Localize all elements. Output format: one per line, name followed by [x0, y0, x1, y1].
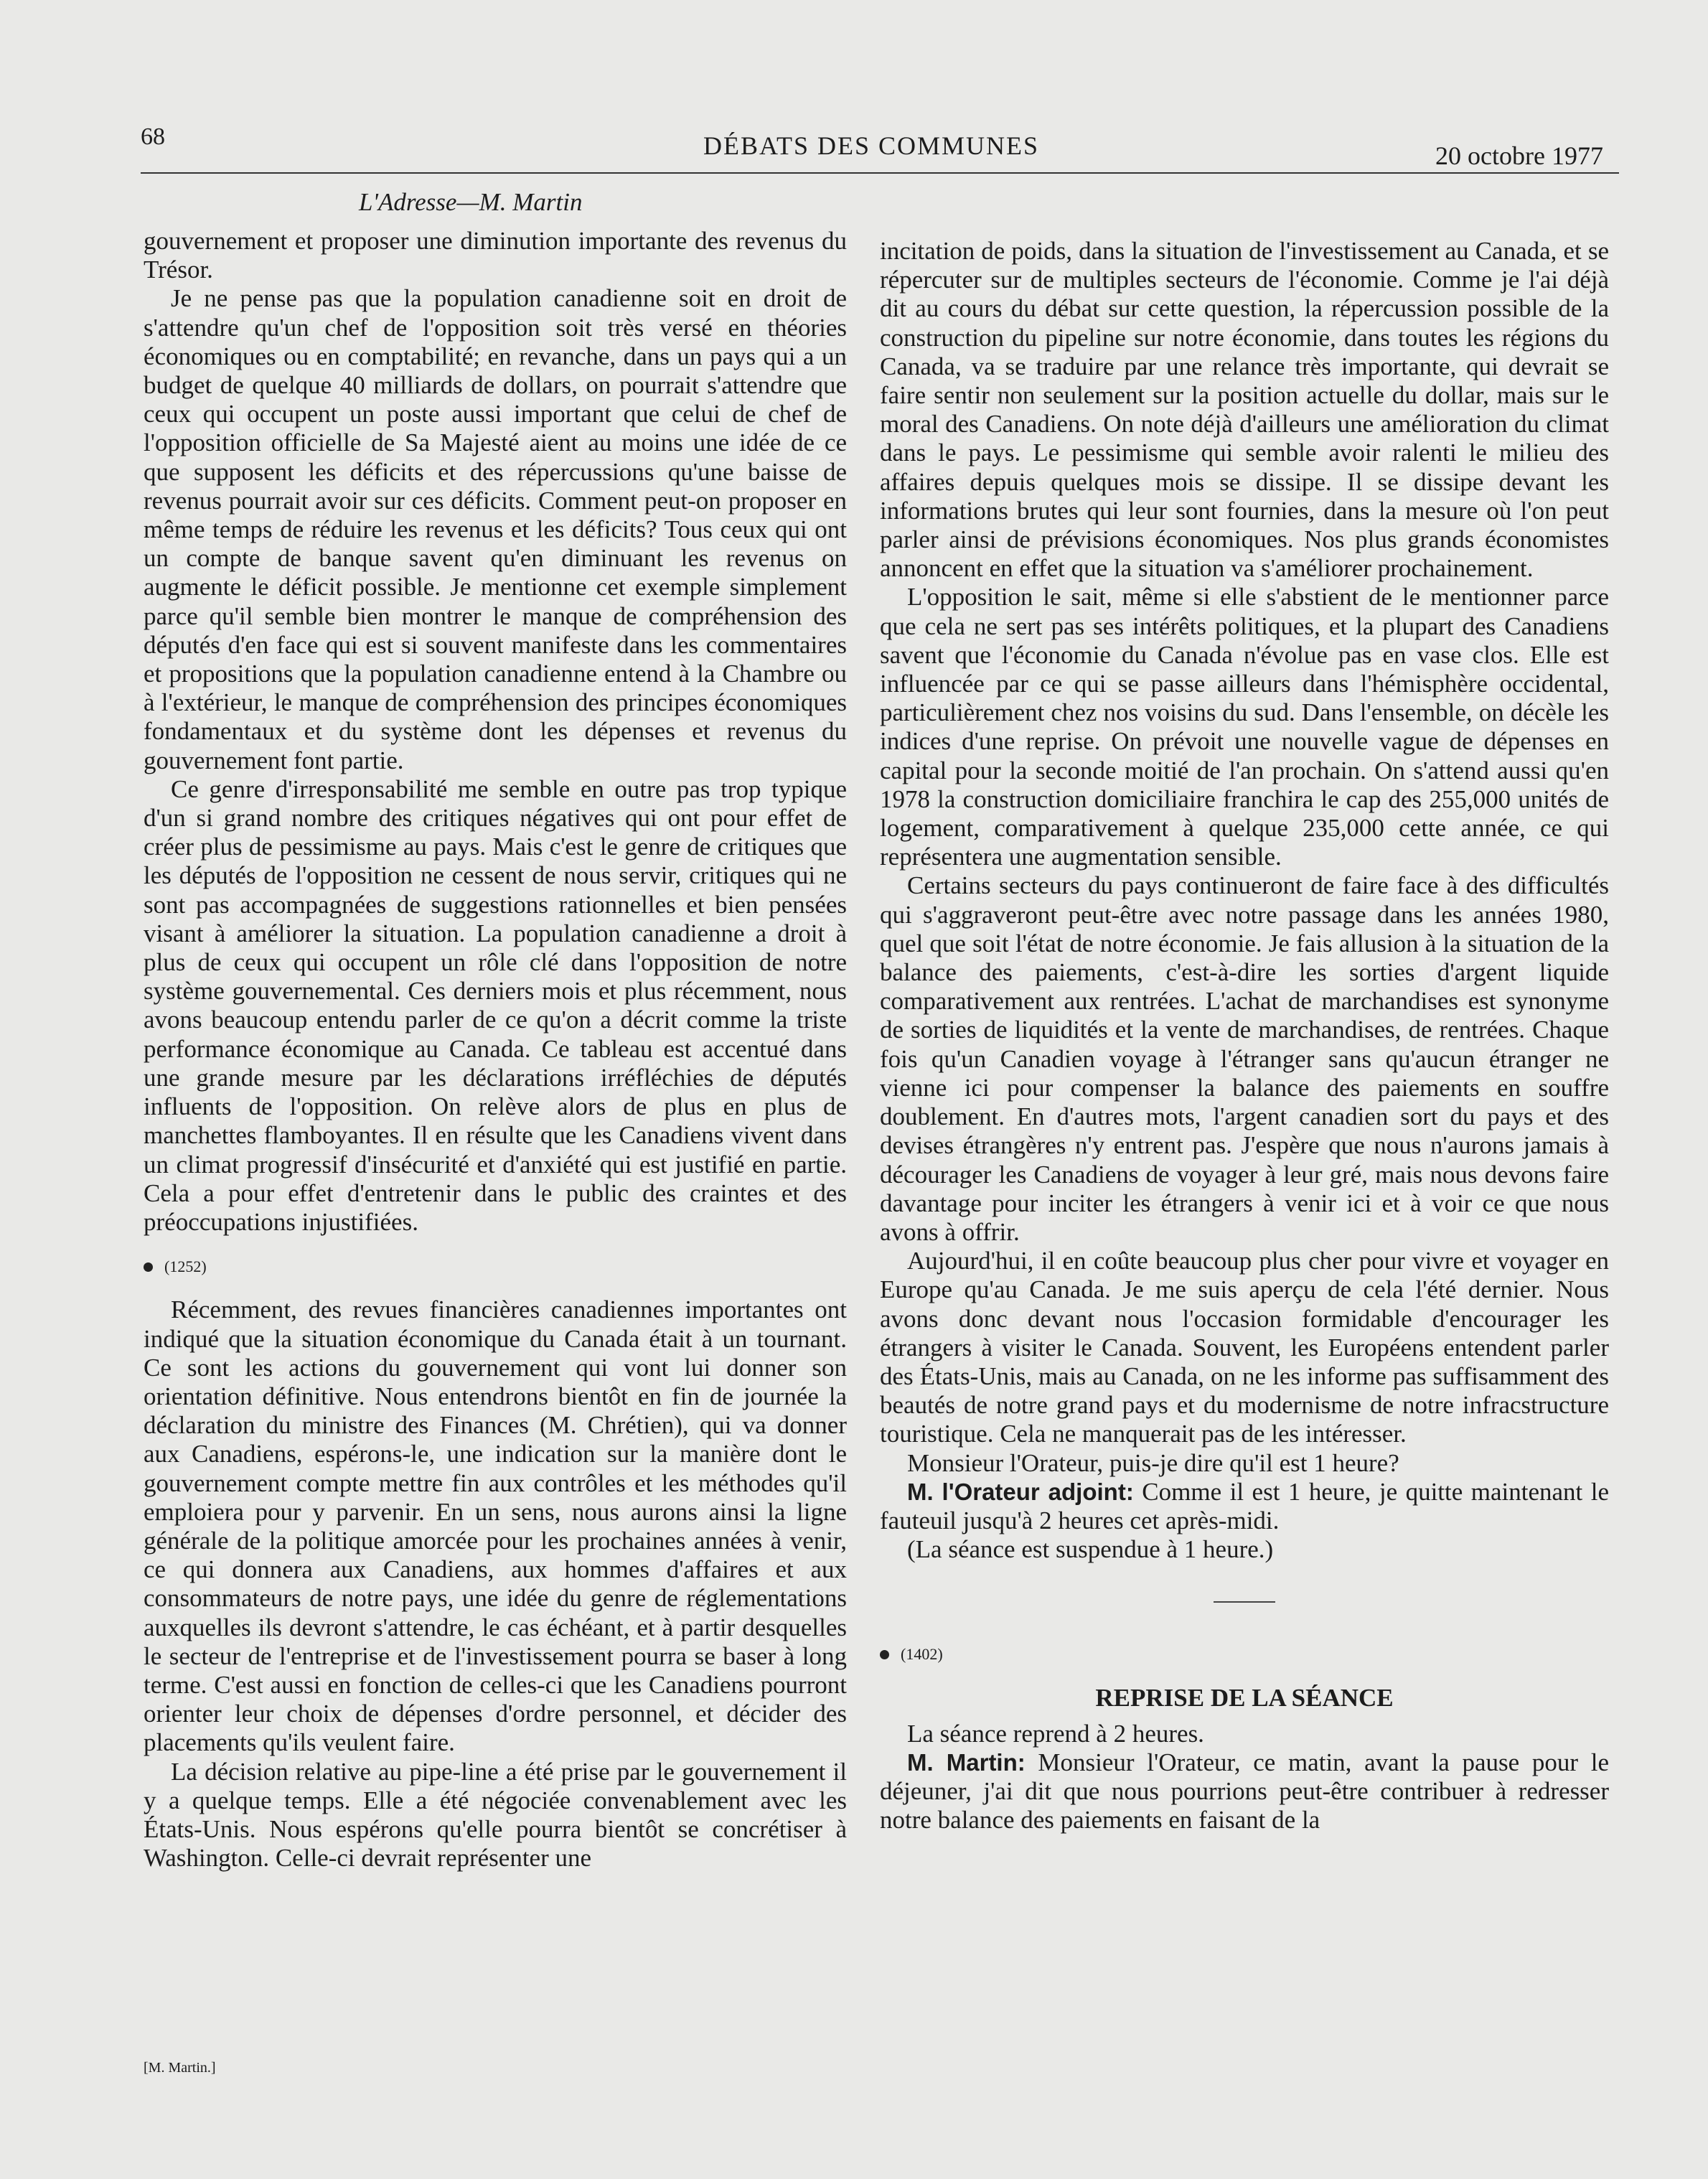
speaker-footer-tag: [M. Martin.]: [144, 2060, 216, 2076]
section-divider: [1214, 1601, 1275, 1603]
paragraph: (La séance est suspendue à 1 heure.): [907, 1535, 1274, 1564]
paragraph: L'opposition le sait, même si elle s'abstient de le mentionner parce que cela ne sert pas ses intérêts politiques, et la plupart des Canadiens savent que l'économie du Canada n'évolue pas en vase clos. Elle est influencée par ce qui se passe ailleurs dans l'hémisphère occidental, particulièrement chez nos voisins du sud. Dans l'ensemble, on décèle les indices d'une reprise. On prévoit une nouvelle vague de dépenses en capital pour la seconde moitié de l'an prochain. On s'attend aussi qu'en 1978 la construction domiciliaire franchira le cap des 255,000 unités de logement, comparativement à quelque 235,000 cette année, ce qui représentera une augmentation sensible.: [880, 583, 1609, 871]
paragraph: La séance reprend à 2 heures.: [907, 1719, 1204, 1748]
speaker-paragraph: [880, 1748, 1609, 1835]
section-heading: L'Adresse—M. Martin: [359, 188, 583, 216]
paragraph: incitation de poids, dans la situation de l'investissement au Canada, et se répercuter sur de multiples secteurs de l'économie. Comme je l'ai déjà dit au cours du débat sur cette question, la répercussion possible de la construction du pipeline sur notre économie, dans toutes les régions du Canada, va se traduire par une relance très importante, qui devrait se faire sentir non seulement sur la position actuelle du dollar, mais sur le moral des Canadiens. On note déjà d'ailleurs une amélioration du climat dans le pays. Le pessimisme qui semble avoir ralenti le milieu des affaires depuis quelques mois se dissipe. Il se dissipe devant les informations brutes qui leur sont fournies, dans la mesure où l'on peut parler ainsi de prévisions économiques. Nos plus grands économistes annoncent en effet que la situation va s'améliorer prochainement.: [880, 237, 1609, 583]
paragraph: Aujourd'hui, il en coûte beaucoup plus cher pour vivre et voyager en Europe qu'au Canada. Je me suis aperçu de cela l'été dernier. Nous avons donc devant nous l'occasion formidable d'encourager les étrangers à visiter le Canada. Souvent, les Européens entendent parler des États-Unis, mais au Canada, on ne les informe pas suffisamment des beautés de notre grand pays et du modernisme de notre infracstructure touristique. Cela ne manquerait pas de les intéresser.: [880, 1247, 1609, 1448]
speech-text: Comme il est 1 heure, je quitte maintenant le fauteuil jusqu'à 2 heures cet après-midi.: [880, 1477, 1610, 1534]
speech-text: Monsieur l'Orateur, ce matin, avant la pause pour le déjeuner, j'ai dit que nous pourrions peut-être contribuer à redresser notre balance des paiements en faisant de la: [880, 1748, 1609, 1834]
right-column: [880, 237, 1609, 1835]
page-number: 68: [141, 123, 165, 150]
paragraph: Monsieur l'Orateur, puis-je dire qu'il est 1 heure?: [907, 1448, 1399, 1477]
left-column: [144, 227, 847, 1873]
header-rule: [141, 172, 1619, 174]
resume-heading: REPRISE DE LA SÉANCE: [1095, 1683, 1394, 1712]
speaker-name: M. Martin:: [907, 1748, 1026, 1776]
header-date: 20 octobre 1977: [1435, 141, 1603, 170]
paragraph: Certains secteurs du pays continueront de faire face à des difficultés qui s'aggraveront peut-être avec notre passage dans les années 1980, quel que soit l'état de notre économie. Je fais allusion à la situation de la balance des paiements, c'est-à-dire les sorties d'argent liquide comparativement aux rentrées. L'achat de marchandises est synonyme de sorties de liquidités et la vente de marchandises, de rentrées. Chaque fois qu'un Canadien voyage à l'étranger sans qu'aucun étranger ne vienne ici pour compenser la balance des paiements en souffre doublement. En d'autres mots, l'argent canadien sort du pays et des devises étrangères n'y entrent pas. J'espère que nous n'aurons jamais à décourager les Canadiens de voyager à leur gré, mais nous devons faire davantage pour inciter les étrangers à venir ici et à voir ce que nous avons à offrir.: [880, 871, 1609, 1246]
paragraph: Récemment, des revues financières canadiennes importantes ont indiqué que la situation économique du Canada était à un tournant. Ce sont les actions du gouvernement qui vont lui donner son orientation définitive. Nous entendrons bientôt en fin de journée la déclaration du ministre des Finances (M. Chrétien), qui va donner aux Canadiens, espérons-le, une indication sur la manière dont le gouvernement compte mettre fin aux contrôles et les méthodes qu'il emploiera pour y parvenir. En un sens, nous aurons ainsi la ligne générale de la politique amorcée pour les prochaines années à venir, ce qui donnera aux Canadiens, aux hommes d'affaires et aux consommateurs de notre pays, une idée du genre de réglementations auxquelles ils devront s'attendre, le cas échéant, et à partir desquelles le secteur de l'entreprise et de l'investissement pourra se baser à long terme. C'est aussi en fonction de celles-ci que les Canadiens pourront orienter leur choix de dépenses d'ordre personnel, et décider des placements qu'ils veulent faire.: [144, 1295, 847, 1757]
paragraph: Ce genre d'irresponsabilité me semble en outre pas trop typique d'un si grand nombre des critiques négatives qui ont pour effet de créer plus de pessimisme au pays. Mais c'est le genre de critiques que les députés de l'opposition ne cessent de nous servir, critiques qui ne sont pas accompagnées de suggestions rationnelles et bien pensées visant à améliorer la situation. La population canadienne a droit à plus de ceux qui occupent un rôle clé dans l'opposition de notre système gouvernemental. Ces derniers mois et plus récemment, nous avons beaucoup entendu parler de ce qu'on a décrit comme la triste performance économique au Canada. Ce tableau est accentué dans une grande mesure par les déclarations irréfléchies de députés influents de l'opposition. On relève alors de plus en plus de manchettes flamboyantes. Il en résulte que les Canadiens vivent dans un climat progressif d'insécurité et d'anxiété qui est justifié en partie. Cela a pour effet d'entretenir dans le public des craintes et des préoccupations injustifiées.: [144, 774, 847, 1236]
bullet-icon: [880, 1650, 889, 1659]
paragraph: Je ne pense pas que la population canadienne soit en droit de s'attendre qu'un chef de l'opposition soit très versé en théories économiques ou en comptabilité; en revanche, dans un pays qui a un budget de quelque 40 milliards de dollars, on pourrait s'attendre que ceux qui occupent un poste aussi important que celui de chef de l'opposition officielle de Sa Majesté aient au moins une idée de ce que supposent les déficits et des répercussions qu'une baisse de revenus pourrait avoir sur ces déficits. Comment peut-on proposer en même temps de réduire les revenus et les déficits? Tous ceux qui ont un compte de banque savent qu'en diminuant les revenus on augmente le déficit possible. Je mentionne cet exemple simplement parce qu'il semble bien montrer le manque de compréhension des députés d'en face qui est si souvent manifeste dans les commentaires et propositions que la population canadienne entend à la Chambre ou à l'extérieur, le manque de compréhension des principes économiques fondamentaux et du système dont les dépenses et revenus du gouvernement font partie.: [144, 284, 847, 774]
speaker-paragraph: [880, 1478, 1609, 1535]
paragraph: La décision relative au pipe-line a été prise par le gouvernement il y a quelque temps. Elle a été négociée convenablement avec les États-Unis. Nous espérons qu'elle pourra bientôt se concrétiser à Washington. Celle-ci devrait représenter une: [144, 1757, 847, 1873]
time-marker: [880, 1640, 1609, 1669]
bullet-icon: [144, 1262, 153, 1272]
time-marker: [144, 1252, 847, 1281]
running-head-title: DÉBATS DES COMMUNES: [703, 131, 1040, 160]
time-marker-label: (1402): [901, 1645, 943, 1664]
speaker-name: M. l'Orateur adjoint:: [907, 1478, 1134, 1505]
time-marker-label: (1252): [164, 1257, 207, 1276]
paragraph: gouvernement et proposer une diminution importante des revenus du Trésor.: [144, 227, 847, 284]
